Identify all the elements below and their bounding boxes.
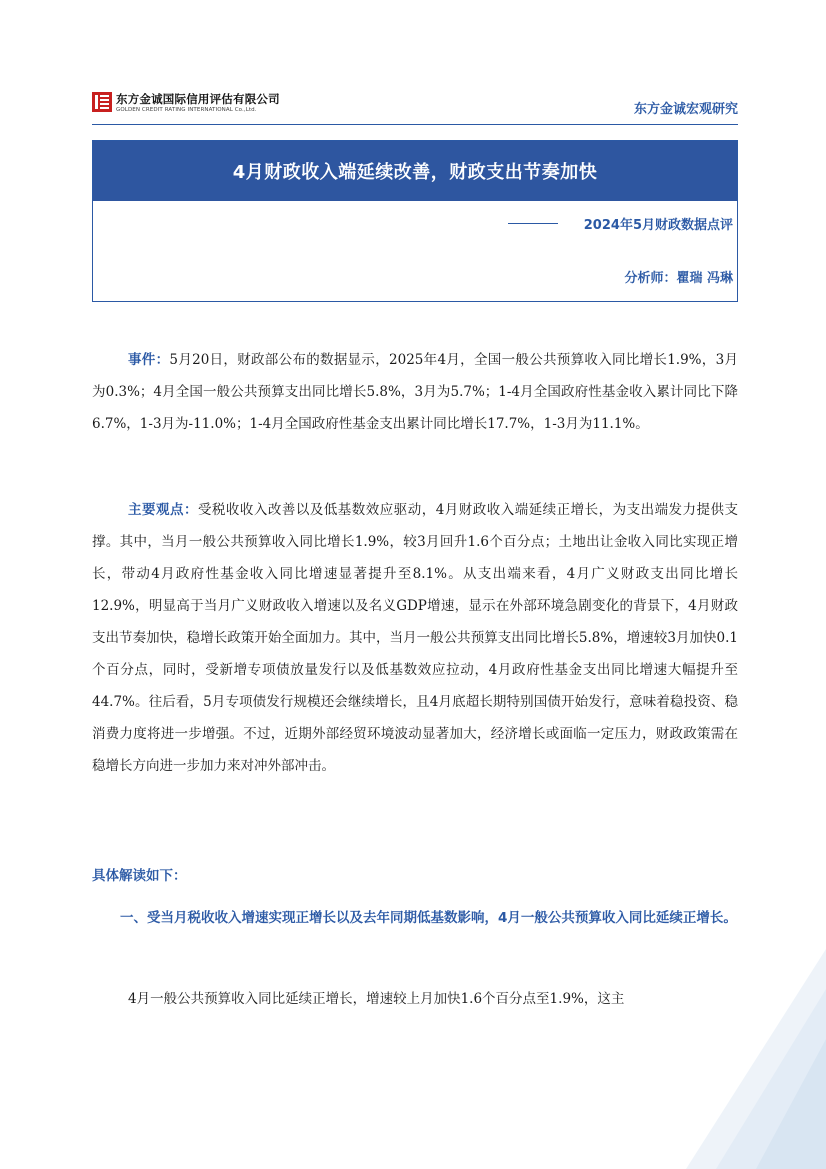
views-text: 受税收收入改善以及低基数效应驱动，4月财政收入端延续正增长，为支出端发力提供支撑。其中，当月一般公共预算收入同比增长1.9%，较3月回升1.6个百分点；土地出让金收入同比实现正增长，带动4月政府性基金收入同比增速显著提升至8.1%。从支出端来看，4月广义财政支出同比增长12.9%，明显高于当月广义财政收入增速以及名义GDP增速，显示在外部环境急剧变化的背景下，4月财政支出节奏加快，稳增长政策开始全面加力。其中，当月一般公共预算支出同比增长5.8%，增速较3月加快0.1个百分点，同时，受新增专项债放量发行以及低基数效应拉动，4月政府性基金支出同比增速大幅提升至44.7%。往后看，5月专项债发行规模还会继续增长，且4月底超长期特别国债开始发行，意味着稳投资、稳消费力度将进一步增强。不过，近期外部经贸环境波动显著加大，经济增长或面临一定压力，财政政策需在稳增长方向进一步加力来对冲外部冲击。 <box>92 502 739 774</box>
series-label: 东方金诚宏观研究 <box>633 102 738 117</box>
title-box <box>92 140 738 302</box>
title-band <box>93 141 737 201</box>
analysts-line: 分析师：瞿瑞 冯琳 <box>624 271 733 286</box>
company-name-cn: 东方金诚国际信用评估有限公司 <box>116 92 280 106</box>
event-paragraph <box>92 344 738 440</box>
detail-heading: 具体解读如下： <box>92 868 187 884</box>
page-header <box>92 88 738 128</box>
section-one-heading: 一、受当月税收收入增速实现正增长以及去年同期低基数影响，4月一般公共预算收入同比延续正增长。 <box>120 910 737 926</box>
company-logo-icon <box>92 92 112 112</box>
header-divider <box>92 124 738 125</box>
body-paragraph-1: 4月一般公共预算收入同比延续正增长，增速较上月加快1.6个百分点至1.9%，这主 <box>128 991 625 1007</box>
event-lead: 事件： <box>128 352 170 368</box>
views-lead: 主要观点： <box>128 502 198 518</box>
corner-decoration <box>686 949 826 1169</box>
page-title: 4月财政收入端延续改善，财政支出节奏加快 <box>232 162 598 183</box>
event-text: 5月20日，财政部公布的数据显示，2025年4月，全国一般公共预算收入同比增长1.9%，3月为0.3%；4月全国一般公共预算支出同比增长5.8%，3月为5.7%；1-4月全国政府性基金收入累计同比下降6.7%，1-3月为-11.0%；1-4月全国政府性基金支出累计同比增长17.7%，1-3月为11.1%。 <box>92 352 739 432</box>
report-subtitle: 2024年5月财政数据点评 <box>583 218 733 233</box>
subtitle-dash <box>508 223 558 224</box>
company-name-en: GOLDEN CREDIT RATING INTERNATIONAL Co.,Ltd. <box>116 107 257 113</box>
main-views-paragraph <box>92 494 738 782</box>
